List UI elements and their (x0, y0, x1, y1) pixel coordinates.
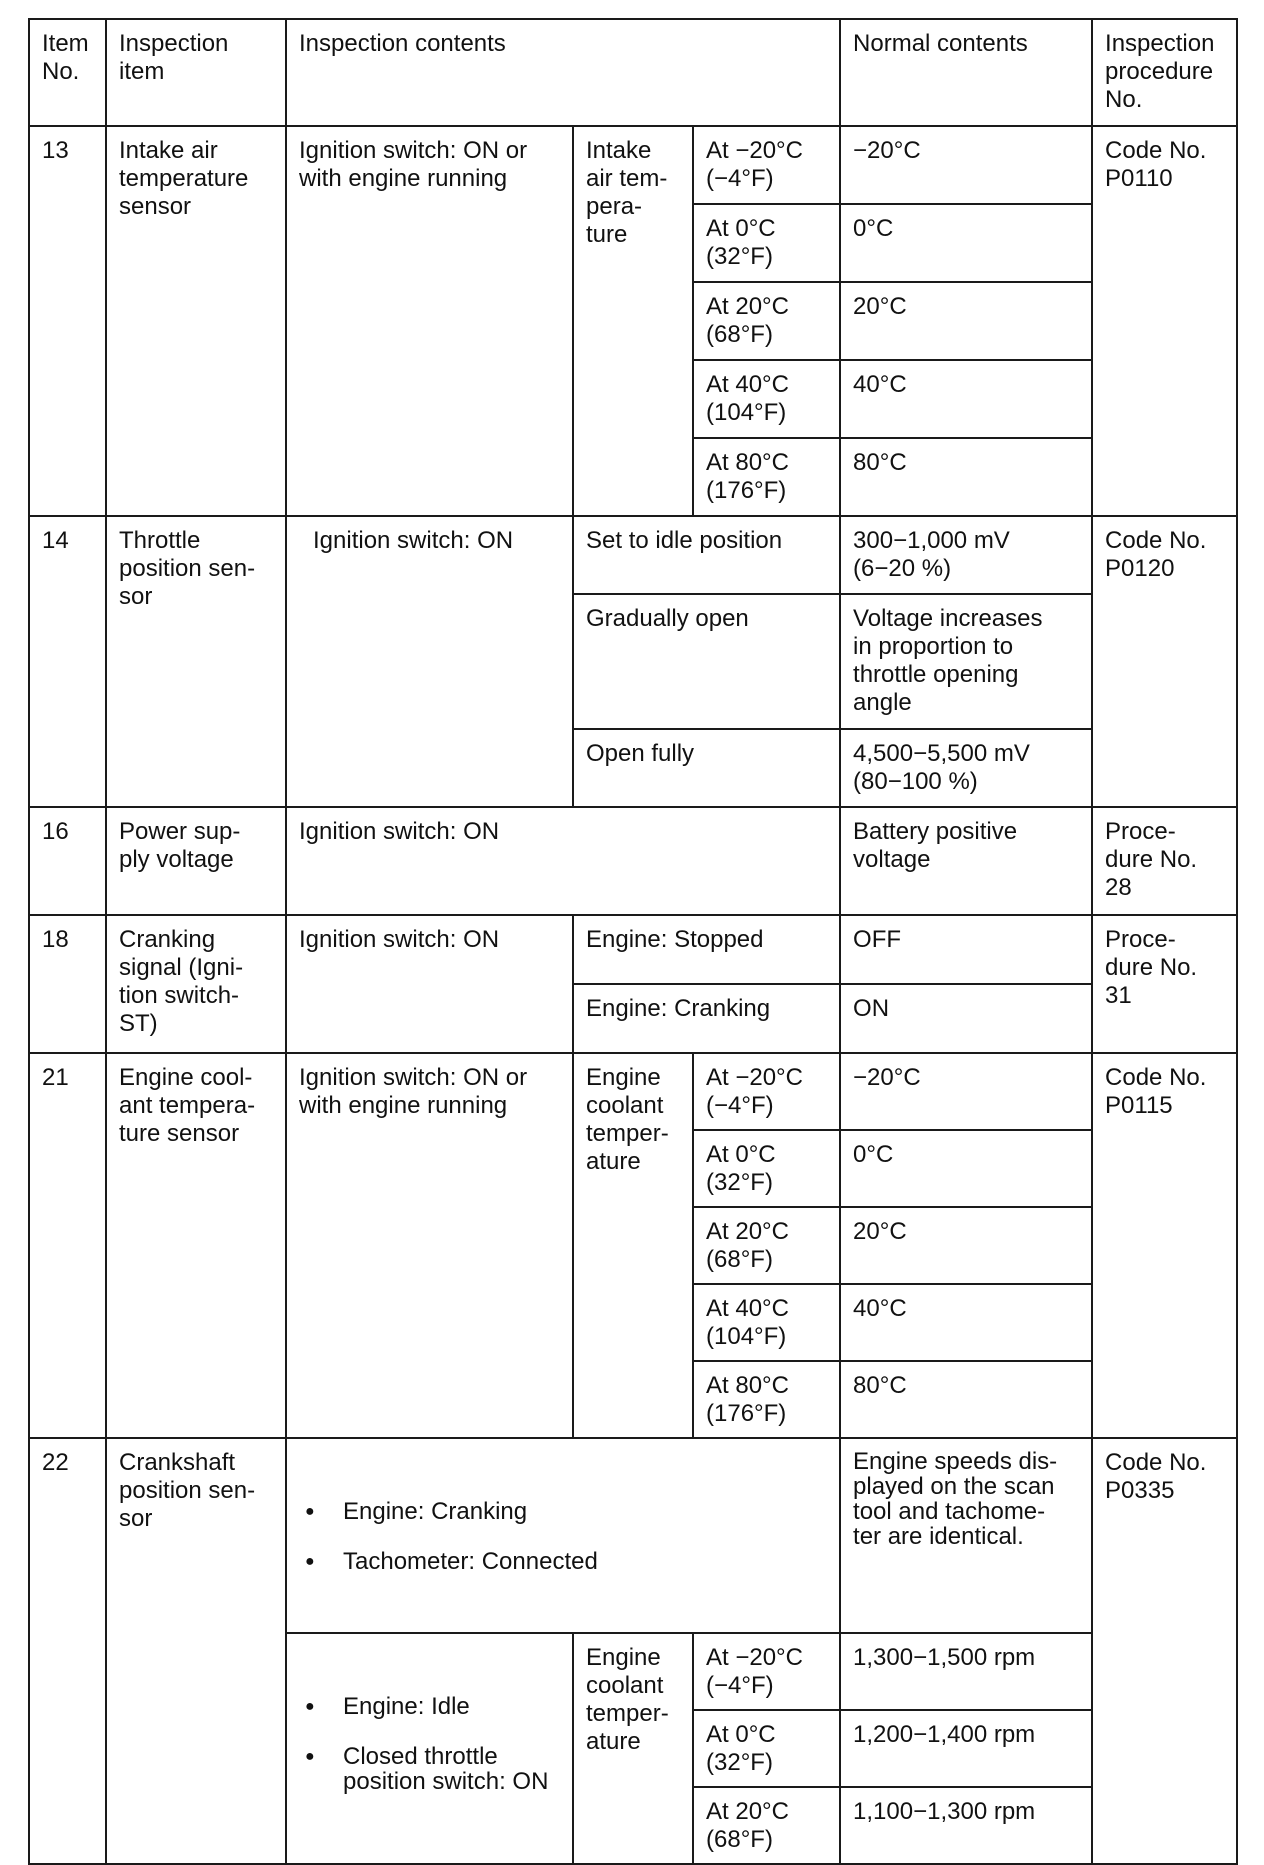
table-row (29, 915, 1237, 984)
sub-condition: At 20°C (68°F) (693, 282, 840, 360)
normal-value: 80°C (840, 1361, 1092, 1438)
sub-condition: Open fully (573, 729, 840, 807)
normal-value: Battery positive voltage (840, 807, 1092, 915)
sub-condition: At 20°C (68°F) (693, 1787, 840, 1864)
table-row (29, 126, 1237, 204)
sub-condition: Gradually open (573, 594, 840, 729)
sub-condition: At −20°C (−4°F) (693, 1053, 840, 1130)
sub-condition: At −20°C (−4°F) (693, 1633, 840, 1710)
inspection-item: Power sup- ply voltage (106, 807, 286, 915)
normal-value: 1,300−1,500 rpm (840, 1633, 1092, 1710)
procedure-number: Code No. P0120 (1092, 516, 1237, 807)
table-row (29, 1053, 1237, 1130)
sub-condition: At 20°C (68°F) (693, 1207, 840, 1284)
condition-group: Engine coolant temper- ature (573, 1633, 693, 1864)
sub-condition: At 0°C (32°F) (693, 204, 840, 282)
header-normal-contents: Normal contents (840, 19, 1092, 126)
normal-value: 80°C (840, 438, 1092, 516)
procedure-number: Code No. P0115 (1092, 1053, 1237, 1438)
procedure-number: Code No. P0110 (1092, 126, 1237, 516)
inspection-condition: Ignition switch: ON (286, 807, 840, 915)
item-number: 16 (29, 807, 106, 915)
normal-value: 0°C (840, 204, 1092, 282)
normal-value: 40°C (840, 1284, 1092, 1361)
table-row (29, 1438, 1237, 1633)
condition-group: Intake air tem- pera- ture (573, 126, 693, 516)
condition-group: Engine coolant temper- ature (573, 1053, 693, 1438)
header-item-no: Item No. (29, 19, 106, 126)
header-procedure-no: Inspection procedure No. (1092, 19, 1237, 126)
item-number: 14 (29, 516, 106, 807)
procedure-number: Proce- dure No. 31 (1092, 915, 1237, 1053)
normal-value: −20°C (840, 126, 1092, 204)
normal-value: 1,100−1,300 rpm (840, 1787, 1092, 1864)
inspection-item: Crankshaft position sen- sor (106, 1438, 286, 1864)
inspection-item: Engine cool- ant tempera- ture sensor (106, 1053, 286, 1438)
table-row (29, 807, 1237, 915)
procedure-number: Proce- dure No. 28 (1092, 807, 1237, 915)
normal-value: 20°C (840, 1207, 1092, 1284)
sub-condition: At 40°C (104°F) (693, 360, 840, 438)
item-number: 21 (29, 1053, 106, 1438)
sub-condition: Engine: Stopped (573, 915, 840, 984)
inspection-item: Cranking signal (Igni- tion switch- ST) (106, 915, 286, 1053)
inspection-condition: Ignition switch: ON (286, 516, 573, 807)
condition-bullet: ● Tachometer: Connected (343, 1549, 827, 1574)
inspection-condition: Ignition switch: ON (286, 915, 573, 1053)
header-row (29, 19, 1237, 126)
item-number: 13 (29, 126, 106, 516)
header-inspection-item: Inspection item (106, 19, 286, 126)
inspection-item: Throttle position sen- sor (106, 516, 286, 807)
normal-value: ON (840, 984, 1092, 1053)
normal-value: Engine speeds dis- played on the scan tool and tachome- ter are identical. (840, 1438, 1092, 1633)
inspection-condition (286, 1633, 573, 1864)
condition-bullet-list (299, 1474, 827, 1599)
item-number: 22 (29, 1438, 106, 1864)
procedure-number: Code No. P0335 (1092, 1438, 1237, 1864)
item-number: 18 (29, 915, 106, 1053)
inspection-table (28, 18, 1238, 1865)
header-inspection-contents: Inspection contents (286, 19, 840, 126)
sub-condition: At 80°C (176°F) (693, 1361, 840, 1438)
condition-bullet: ● Engine: Idle (343, 1694, 560, 1719)
normal-value: Voltage increases in proportion to throttle opening angle (840, 594, 1092, 729)
condition-bullet-list (299, 1669, 560, 1819)
condition-bullet: ● Closed throttle position switch: ON (343, 1744, 560, 1794)
inspection-item: Intake air temperature sensor (106, 126, 286, 516)
normal-value: 300−1,000 mV (6−20 %) (840, 516, 1092, 594)
inspection-condition: Ignition switch: ON or with engine running (286, 126, 573, 516)
sub-condition: Engine: Cranking (573, 984, 840, 1053)
normal-value: 40°C (840, 360, 1092, 438)
normal-value: 20°C (840, 282, 1092, 360)
inspection-condition: Ignition switch: ON or with engine running (286, 1053, 573, 1438)
sub-condition: At 0°C (32°F) (693, 1710, 840, 1787)
normal-value: 0°C (840, 1130, 1092, 1207)
condition-bullet: ● Engine: Cranking (343, 1499, 827, 1524)
normal-value: 4,500−5,500 mV (80−100 %) (840, 729, 1092, 807)
normal-value: 1,200−1,400 rpm (840, 1710, 1092, 1787)
inspection-table-container (28, 18, 1236, 1865)
sub-condition: Set to idle position (573, 516, 840, 594)
sub-condition: At 0°C (32°F) (693, 1130, 840, 1207)
table-row (29, 516, 1237, 594)
normal-value: OFF (840, 915, 1092, 984)
sub-condition: At −20°C (−4°F) (693, 126, 840, 204)
normal-value: −20°C (840, 1053, 1092, 1130)
sub-condition: At 80°C (176°F) (693, 438, 840, 516)
inspection-condition (286, 1438, 840, 1633)
sub-condition: At 40°C (104°F) (693, 1284, 840, 1361)
